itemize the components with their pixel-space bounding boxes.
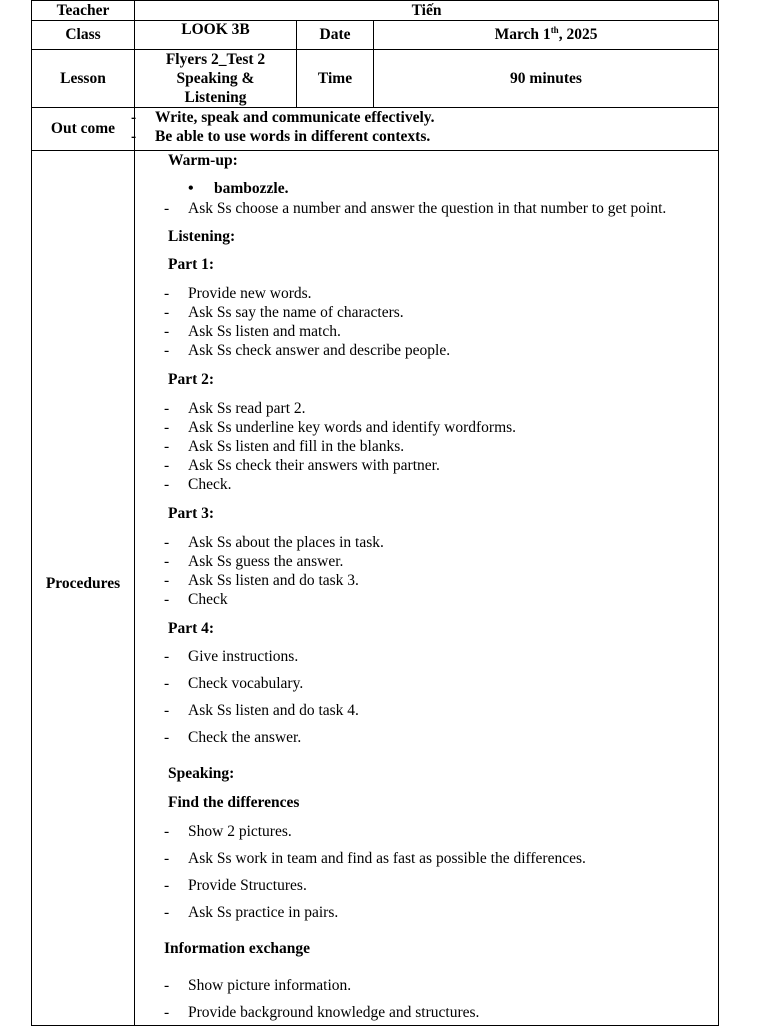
- part3-list: [168, 533, 712, 609]
- date-label: Date: [297, 21, 374, 50]
- part3-item: - Ask Ss guess the answer.: [168, 552, 712, 571]
- date-prefix: March 1: [494, 26, 551, 44]
- info-exchange-item: - Show picture information.: [168, 976, 712, 995]
- part1-item: - Ask Ss check answer and describe people.: [168, 341, 712, 360]
- part1-item: - Ask Ss listen and match.: [168, 322, 712, 341]
- time-label: Time: [297, 50, 374, 108]
- part4-item: - Ask Ss listen and do task 4.: [168, 701, 712, 720]
- part3-item: - Ask Ss listen and do task 3.: [168, 571, 712, 590]
- class-value: LOOK 3B: [135, 21, 297, 50]
- date-suffix-ordinal: th: [550, 25, 559, 36]
- lesson-row: [32, 50, 719, 108]
- warmup-bullet: • bambozzle.: [168, 179, 712, 198]
- part4-heading: Part 4:: [168, 620, 215, 637]
- time-value: 90 minutes: [374, 50, 719, 108]
- outcome-label: Out come: [32, 108, 135, 151]
- teacher-value: Tiến: [135, 1, 719, 21]
- class-row: [32, 21, 719, 50]
- part4-item: - Check the answer.: [168, 728, 712, 747]
- info-exchange-list: [168, 976, 712, 1022]
- lesson-label: Lesson: [32, 50, 135, 108]
- class-label: Class: [32, 21, 135, 50]
- listening-heading: Listening:: [168, 228, 236, 245]
- part4-item: - Check vocabulary.: [168, 674, 712, 693]
- warmup-heading: Warm-up:: [168, 152, 238, 169]
- teacher-row: [32, 1, 719, 21]
- lesson-plan-table: [31, 0, 719, 1026]
- part2-item: - Ask Ss check their answers with partner.: [168, 456, 712, 475]
- part2-heading: Part 2:: [168, 371, 215, 388]
- part3-heading: Part 3:: [168, 505, 215, 522]
- outcome-item: - Be able to use words in different contexts.: [135, 127, 718, 146]
- warmup-item: - Ask Ss choose a number and answer the question in that number to get point.: [168, 199, 712, 218]
- part1-heading: Part 1:: [168, 256, 215, 273]
- part3-item: - Check: [168, 590, 712, 609]
- outcome-row: [32, 108, 719, 151]
- part1-item: - Ask Ss say the name of characters.: [168, 303, 712, 322]
- part3-item: - Ask Ss about the places in task.: [168, 533, 712, 552]
- lesson-line-2: Speaking &: [176, 70, 255, 87]
- find-differences-item: - Ask Ss practice in pairs.: [168, 903, 712, 922]
- info-exchange-item: - Provide background knowledge and structures.: [168, 1003, 712, 1022]
- part2-list: [168, 399, 712, 494]
- part1-item: - Provide new words.: [168, 284, 712, 303]
- part4-item: - Give instructions.: [168, 647, 712, 666]
- find-differences-list: [168, 822, 712, 922]
- outcome-item: - Write, speak and communicate effectively.: [135, 108, 718, 127]
- part4-list: [168, 647, 712, 747]
- procedures-content: [135, 151, 719, 1026]
- find-differences-heading: Find the differences: [168, 794, 300, 811]
- teacher-label: Teacher: [32, 1, 135, 21]
- date-value: [374, 21, 719, 50]
- part2-item: - Ask Ss read part 2.: [168, 399, 712, 418]
- part2-item: - Ask Ss listen and fill in the blanks.: [168, 437, 712, 456]
- find-differences-item: - Provide Structures.: [168, 876, 712, 895]
- date-year: , 2025: [558, 26, 598, 44]
- info-exchange-heading: Information exchange: [164, 940, 310, 957]
- lesson-value: [135, 50, 297, 108]
- procedures-row: [32, 151, 719, 1026]
- procedures-label: Procedures: [32, 151, 135, 1026]
- part2-item: - Check.: [168, 475, 712, 494]
- part2-item: - Ask Ss underline key words and identify wordforms.: [168, 418, 712, 437]
- find-differences-item: - Show 2 pictures.: [168, 822, 712, 841]
- outcome-content: [135, 108, 719, 151]
- part1-list: [168, 284, 712, 360]
- find-differences-item: - Ask Ss work in team and find as fast as possible the differences.: [168, 849, 712, 868]
- lesson-line-1: Flyers 2_Test 2: [165, 51, 266, 68]
- speaking-heading: Speaking:: [168, 765, 235, 782]
- lesson-line-3: Listening: [184, 89, 247, 106]
